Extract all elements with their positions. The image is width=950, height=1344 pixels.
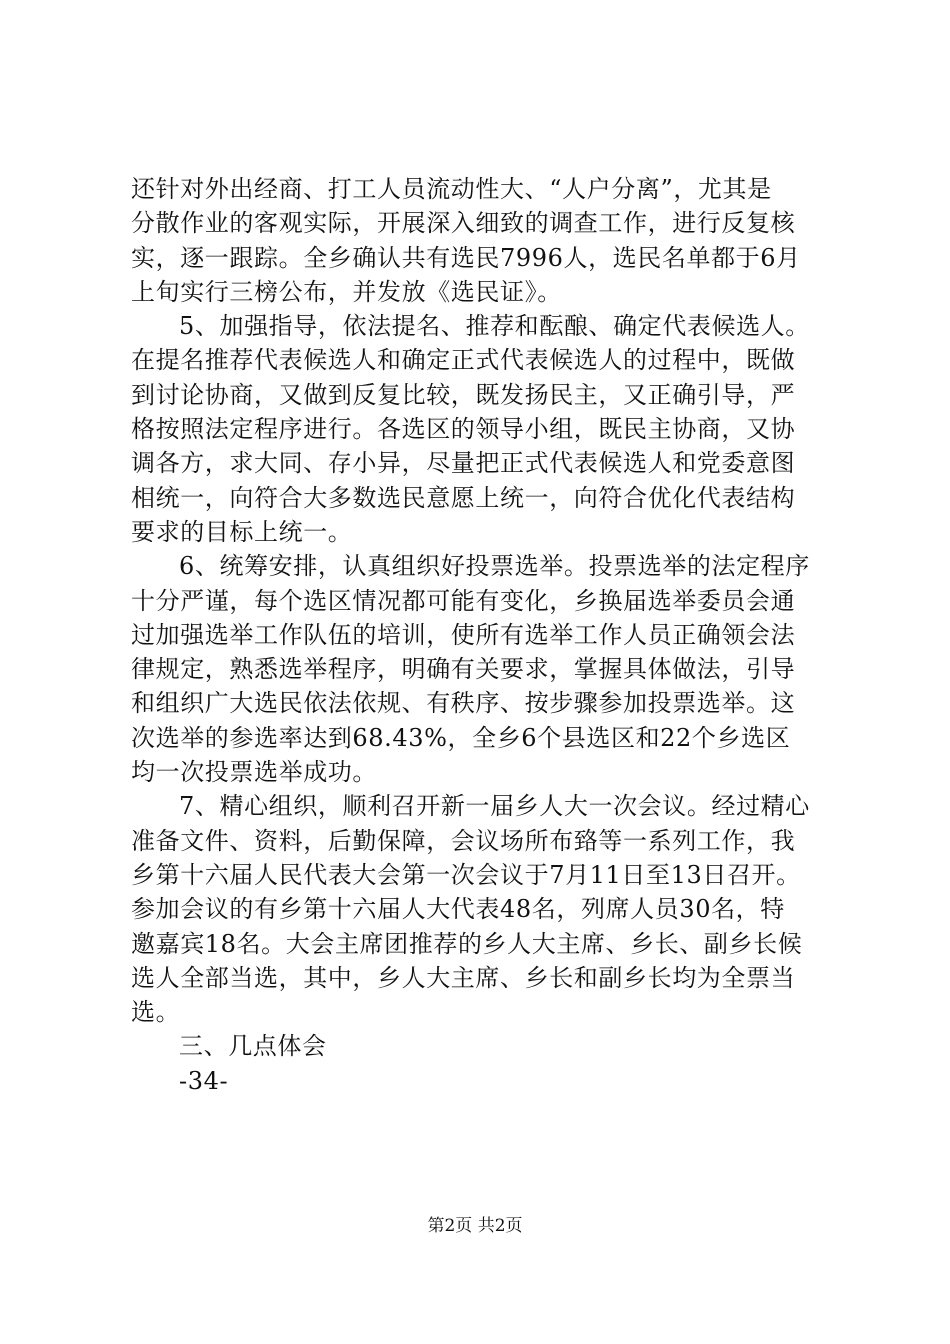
text-line: 5、加强指导，依法提名、推荐和酝酿、确定代表候选人。	[179, 312, 810, 341]
text-line: 过加强选举工作队伍的培训，使所有选举工作人员正确领会法	[131, 620, 796, 649]
text-line: 到讨论协商，又做到反复比较，既发扬民主，又正确引导，严	[131, 380, 796, 409]
text-line: 格按照法定程序进行。各选区的领导小组，既民主协商，又协	[131, 415, 796, 444]
text-line: 6、统筹安排，认真组织好投票选举。投票选举的法定程序	[179, 552, 810, 581]
text-line: 调各方，求大同、存小异，尽量把正式代表候选人和党委意图	[131, 449, 796, 478]
text-line: 准备文件、资料，后勤保障，会议场所布臵等一系列工作，我	[131, 826, 796, 855]
text-line: 上旬实行三榜公布，并发放《选民证》。	[131, 277, 562, 306]
text-line: 分散作业的客观实际，开展深入细致的调查工作，进行反复核	[131, 209, 796, 238]
text-line: 乡第十六届人民代表大会第一次会议于7月11日至13日召开。	[131, 860, 801, 889]
text-line: 选人全部当选，其中，乡人大主席、乡长和副乡长均为全票当	[131, 963, 796, 992]
text-line: 均一次投票选举成功。	[131, 758, 377, 787]
text-line: 十分严谨，每个选区情况都可能有变化，乡换届选举委员会通	[131, 586, 796, 615]
text-line: 邀嘉宾18名。大会主席团推荐的乡人大主席、乡长、副乡长候	[131, 929, 803, 958]
text-line: 选。	[131, 998, 181, 1027]
text-line: 还针对外出经商、打工人员流动性大、“人户分离”，尤其是	[131, 175, 772, 203]
document-body	[131, 172, 831, 1098]
text-line: 三、几点体会	[179, 1032, 327, 1061]
text-line: 次选举的参选率达到68.43%，全乡6个县选区和22个乡选区	[131, 723, 791, 752]
text-line: 7、精心组织，顺利召开新一届乡人大一次会议。经过精心	[179, 792, 810, 821]
page-footer: 第2页 共2页	[427, 1216, 523, 1236]
text-line: 和组织广大选民依法依规、有秩序、按步骤参加投票选举。这	[131, 689, 796, 718]
text-line: 相统一，向符合大多数选民意愿上统一，向符合优化代表结构	[131, 483, 796, 512]
text-line: 在提名推荐代表候选人和确定正式代表候选人的过程中，既做	[131, 346, 796, 375]
text-line: 实，逐一跟踪。全乡确认共有选民7996人，选民名单都于6月	[131, 243, 801, 272]
text-line: 要求的目标上统一。	[131, 517, 353, 546]
text-line: -34-	[179, 1066, 229, 1095]
text-line: 律规定，熟悉选举程序，明确有关要求，掌握具体做法，引导	[131, 655, 796, 684]
text-line: 参加会议的有乡第十六届人大代表48名，列席人员30名，特	[131, 895, 785, 924]
